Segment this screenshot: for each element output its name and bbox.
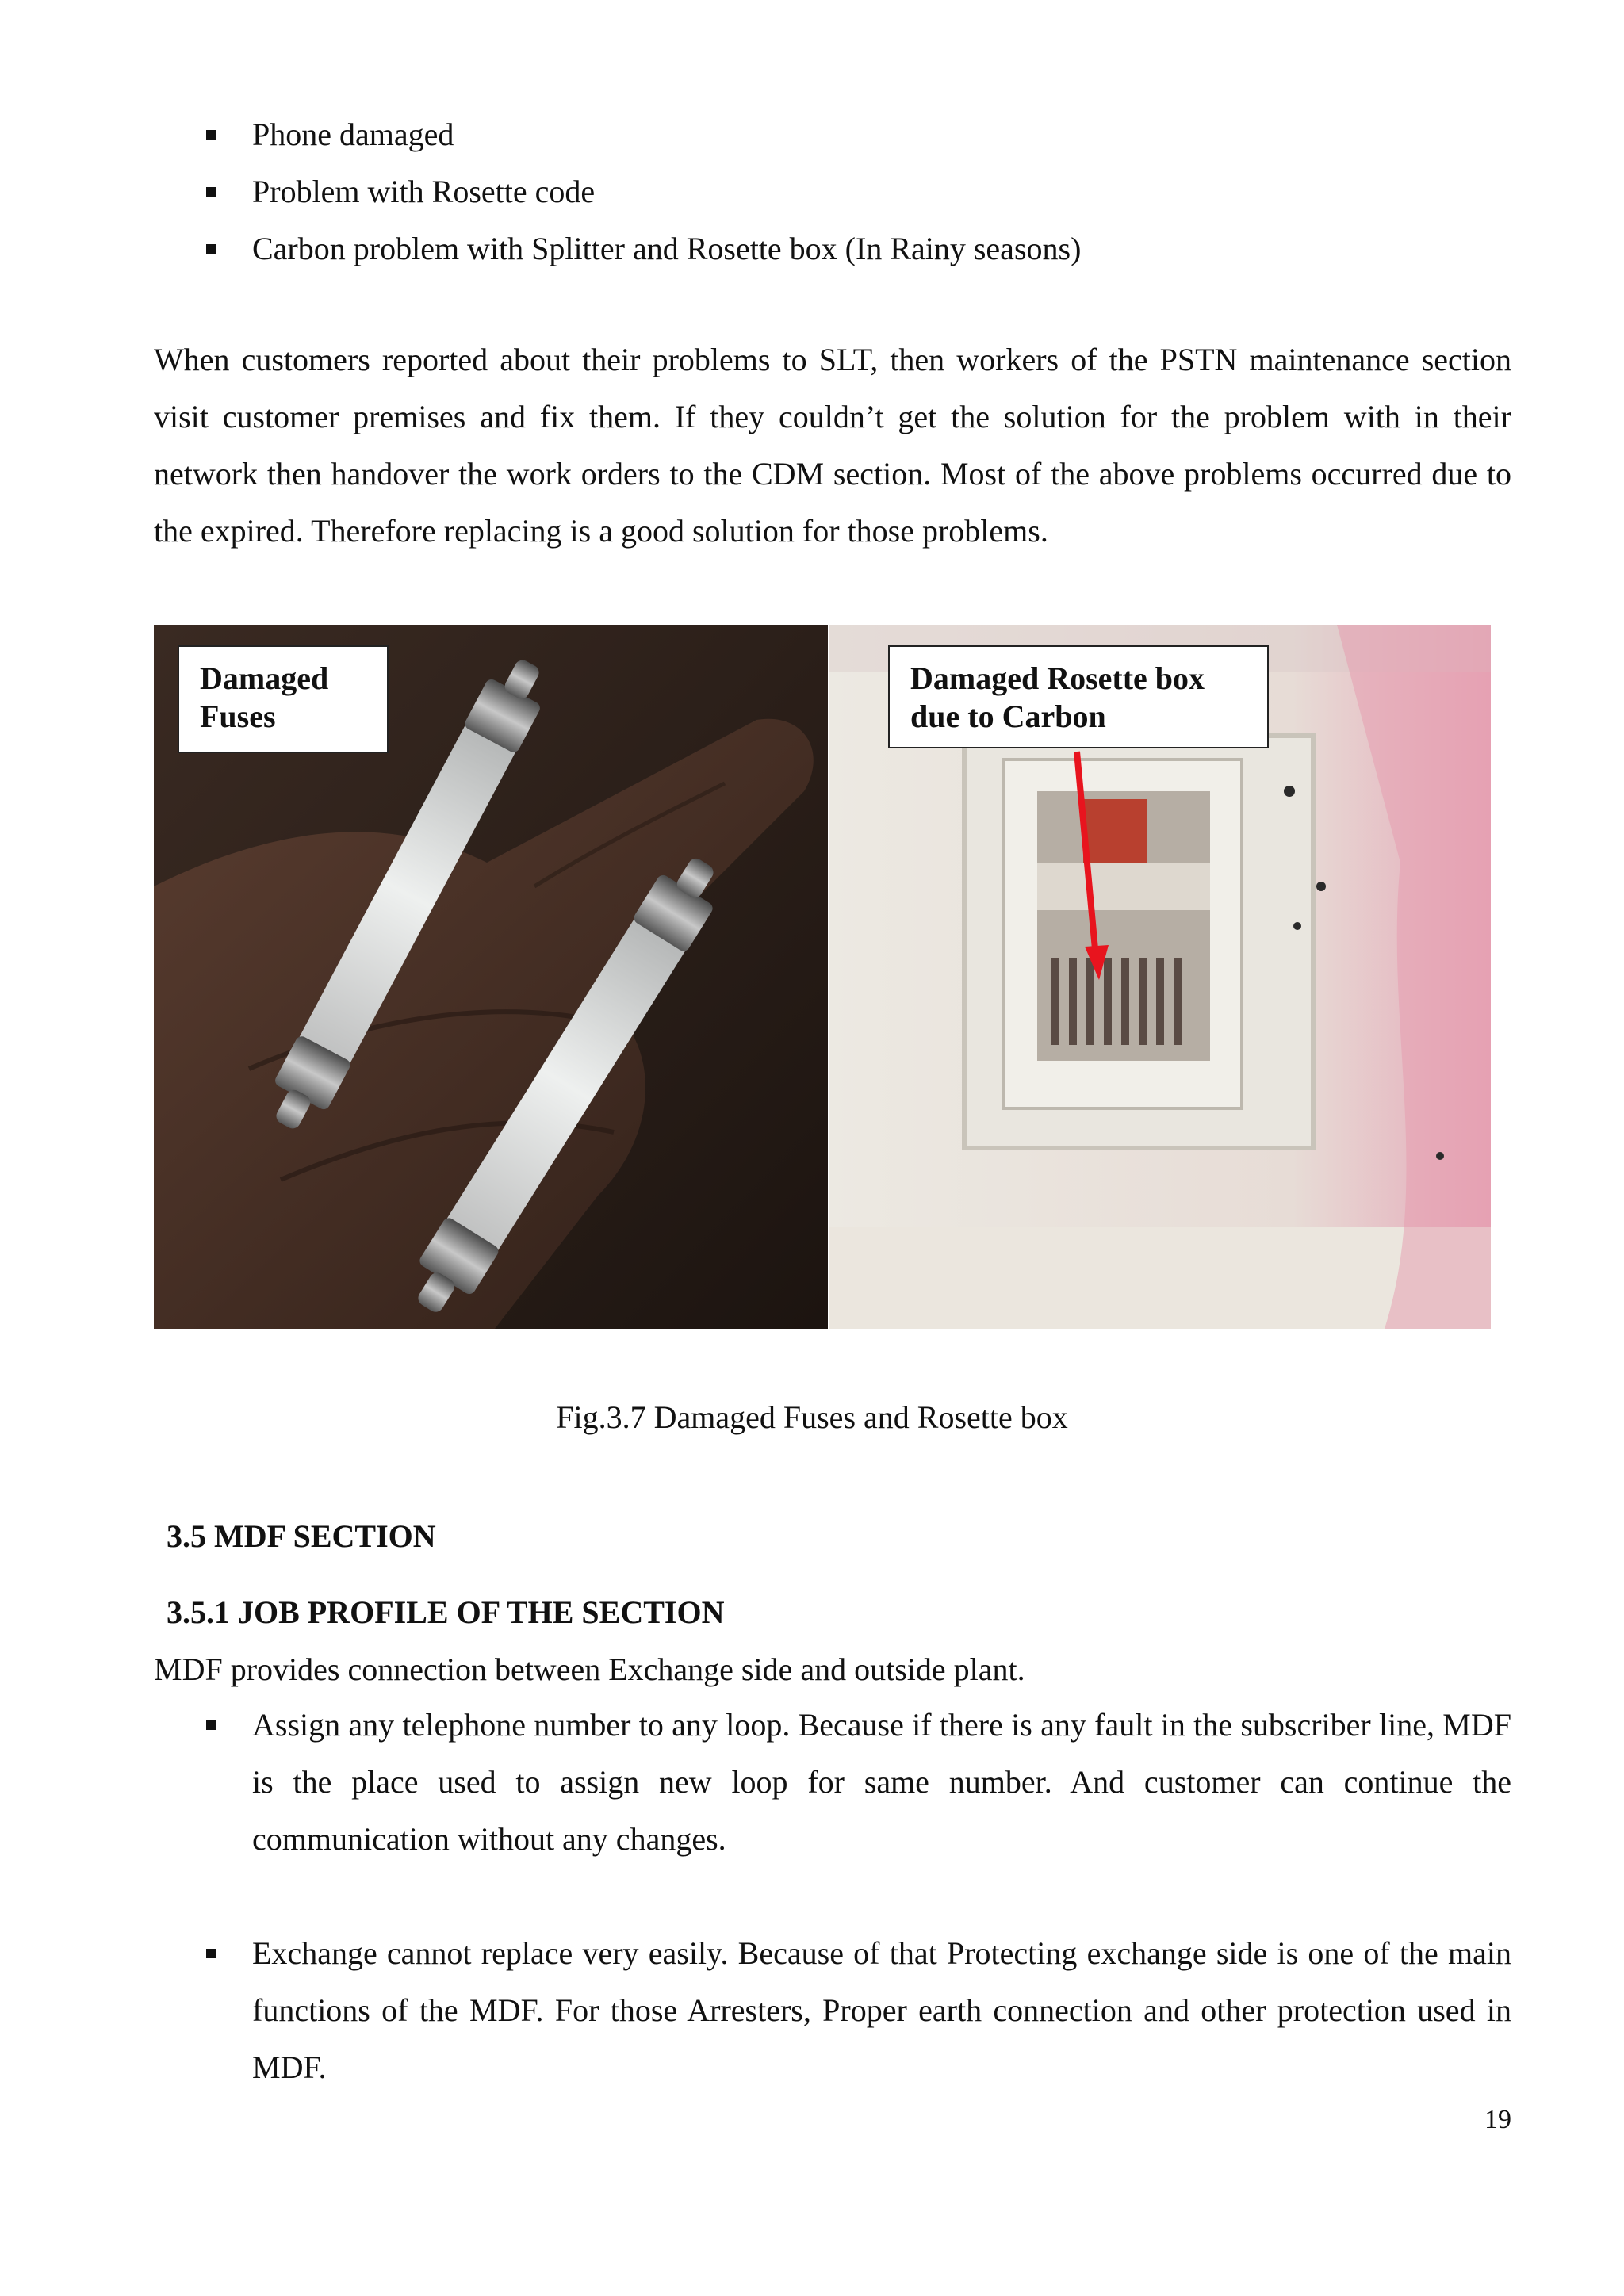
list-item <box>203 1925 1511 2096</box>
list-item-text: Exchange cannot replace very easily. Because of that Protecting exchange side is one of the main functions of the MDF. For those Arresters, Proper earth connection and other protection used in MDF. <box>252 1935 1511 2085</box>
section-heading: 3.5 MDF SECTION <box>167 1518 436 1554</box>
list-item-text: Phone damaged <box>252 117 454 152</box>
intro-paragraph: When customers reported about their problems to SLT, then workers of the PSTN maintenance section visit customer premises and fix them. If they couldn’t get the solution for the problem with in their network then handover the work orders to the CDM section. Most of the above problems occurred due to the expired. Therefore replacing is a good solution for those problems. <box>154 342 1511 549</box>
problem-bullet-list <box>203 106 1511 277</box>
figure-caption: Fig.3.7 Damaged Fuses and Rosette box <box>556 1399 1068 1435</box>
fuses-photo <box>154 625 828 1329</box>
list-item-text: Assign any telephone number to any loop. Because if there is any fault in the subscriber line, MDF is the place used to assign new loop for same number. And customer can continue the communication without any changes. <box>252 1707 1511 1857</box>
square-bullet-icon <box>206 187 216 197</box>
square-bullet-icon <box>206 130 216 140</box>
figure-damaged-fuses-rosette <box>154 625 1491 1329</box>
square-bullet-icon <box>206 1949 216 1958</box>
subsection-heading: 3.5.1 JOB PROFILE OF THE SECTION <box>167 1594 725 1630</box>
damaged-rosette-box-label: Damaged Rosette box due to Carbon <box>888 645 1269 748</box>
list-item <box>203 106 1511 163</box>
mdf-bullet-list <box>203 1697 1511 2096</box>
list-item-text: Carbon problem with Splitter and Rosette box (In Rainy seasons) <box>252 231 1082 266</box>
square-bullet-icon <box>206 244 216 254</box>
page-number: 19 <box>1484 2105 1511 2134</box>
list-item <box>203 163 1511 220</box>
rosette-box-photo <box>829 625 1491 1329</box>
list-item-text: Problem with Rosette code <box>252 174 596 209</box>
mdf-intro-text: MDF provides connection between Exchange side and outside plant. <box>154 1651 1025 1687</box>
list-item <box>203 220 1511 277</box>
damaged-fuses-label: Damaged Fuses <box>178 645 389 753</box>
list-item <box>203 1697 1511 1868</box>
square-bullet-icon <box>206 1720 216 1730</box>
